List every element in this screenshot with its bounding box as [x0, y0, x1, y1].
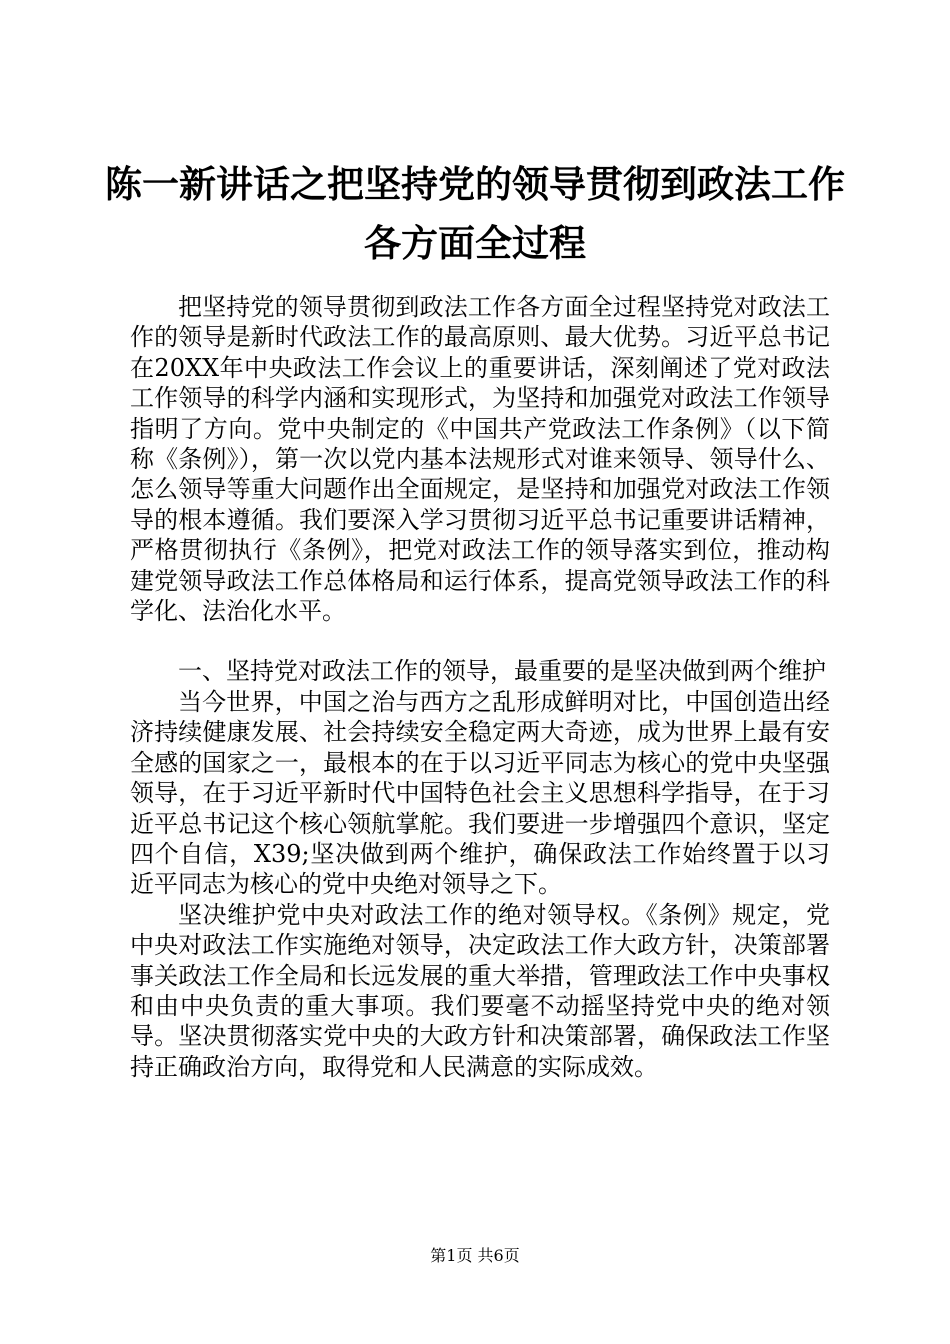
document-title-line-2: 各方面全过程 [364, 221, 586, 265]
paragraph-section-1b: 坚决维护党中央对政法工作的绝对领导权。《条例》规定，党中央对政法工作实施绝对领导，决定政法工作大政方针，决策部署事关政法工作全局和长远发展的重大举措，管理政法工作中央事权和由中央负责的重大事项。我们要毫不动摇坚持党中央的绝对领导。坚决贯彻落实党中央的大政方针和决策部署，确保政法工作坚持正确政治方向，取得党和人民满意的实际成效。 [130, 900, 830, 1081]
paragraph-section-1a: 当今世界，中国之治与西方之乱形成鲜明对比，中国创造出经济持续健康发展、社会持续安全稳定两大奇迹，成为世界上最有安全感的国家之一，最根本的在于以习近平同志为核心的党中央坚强领导，在于习近平新时代中国特色社会主义思想科学指导，在于习近平总书记这个核心领航掌舵。我们要进一步增强四个意识，坚定四个自信，X39;坚决做到两个维护，确保政法工作始终置于以习近平同志为核心的党中央绝对领导之下。 [130, 687, 830, 899]
page-footer: 第1页 共6页 [430, 1246, 520, 1265]
paragraph-intro: 把坚持党的领导贯彻到政法工作各方面全过程坚持党对政法工作的领导是新时代政法工作的最高原则、最大优势。习近平总书记在20XX年中央政法工作会议上的重要讲话，深刻阐述了党对政法工作领导的科学内涵和实现形式，为坚持和加强党对政法工作领导指明了方向。党中央制定的《中国共产党政法工作条例》（以下简称《条例》），第一次以党内基本法规形式对谁来领导、领导什么、怎么领导等重大问题作出全面规定，是坚持和加强党对政法工作领导的根本遵循。我们要深入学习贯彻习近平总书记重要讲话精神，严格贯彻执行《条例》，把党对政法工作的领导落实到位，推动构建党领导政法工作总体格局和运行体系，提高党领导政法工作的科学化、法治化水平。 [130, 293, 830, 626]
document-title-line-1: 陈一新讲话之把坚持党的领导贯彻到政法工作 [105, 162, 845, 206]
section-heading-1: 一、坚持党对政法工作的领导，最重要的是坚决做到两个维护 [178, 657, 826, 686]
document-body [130, 292, 830, 1082]
